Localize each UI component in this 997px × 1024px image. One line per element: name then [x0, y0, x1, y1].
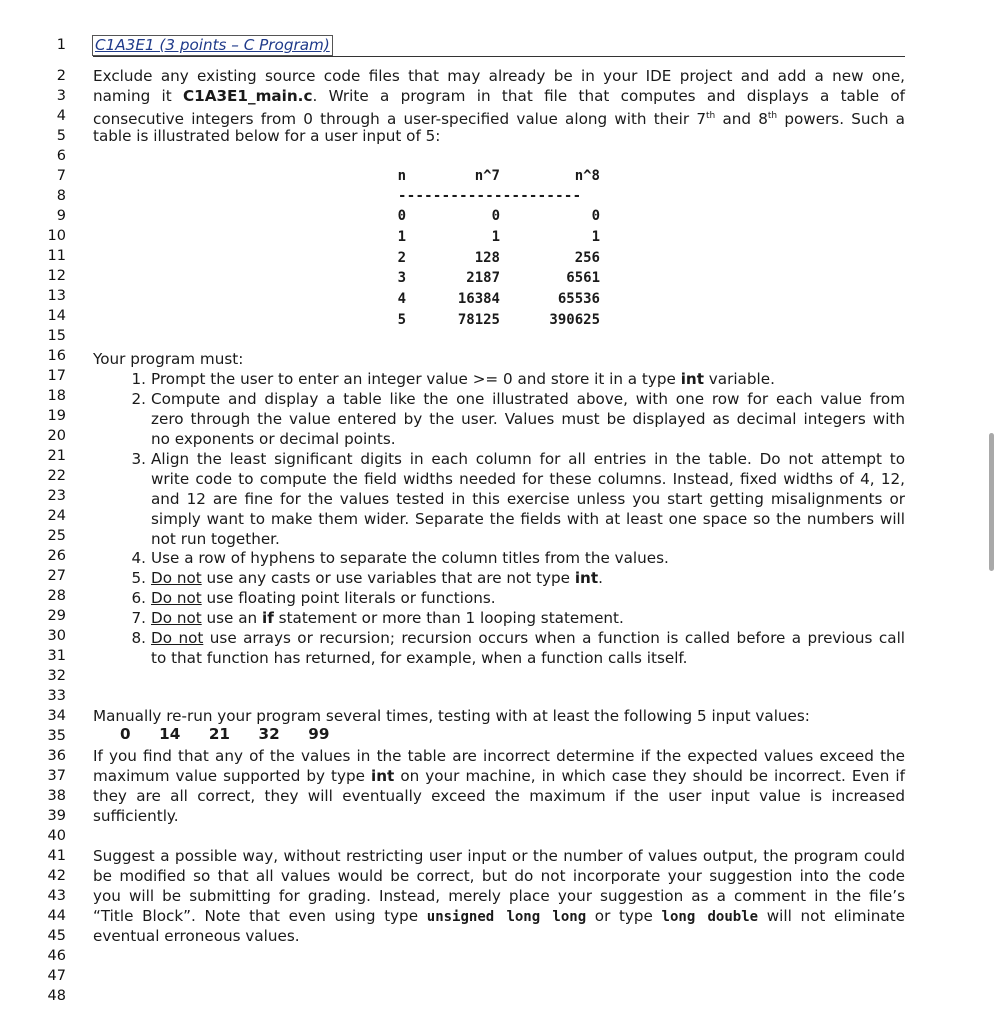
- line-number: 28: [47, 588, 66, 604]
- rerun-line: Manually re-run your program several times, testing with at least the following 5 input values:: [93, 707, 810, 725]
- list-number: 6.: [131, 589, 146, 607]
- requirement-item: Compute and display a table like the one illustrated above, with one row for each value from: [151, 390, 905, 408]
- requirement-item: simply want to make them wider. Separate the fields with at least one space so the numbers will: [151, 510, 905, 528]
- line-number: 22: [47, 468, 66, 484]
- line-number: 40: [47, 828, 66, 844]
- line-number: 9: [56, 208, 66, 224]
- line-number: 2: [56, 68, 66, 84]
- table-cell: 5: [397, 312, 406, 328]
- requirement-item: and 12 are fine for the values tested in this exercise unless you start getting misalignments or: [151, 490, 905, 508]
- line-number: 35: [47, 728, 66, 744]
- line-number: 7: [56, 168, 66, 184]
- line-number: 6: [56, 148, 66, 164]
- list-number: 1.: [131, 370, 146, 388]
- rerun-line: If you find that any of the values in the table are incorrect determine if the expected values exceed the: [93, 747, 905, 765]
- suggest-line: you will be submitting for grading. Instead, merely place your suggestion as a comment in the file’s: [93, 887, 905, 905]
- line-number: 43: [47, 888, 66, 904]
- suggest-line: “Title Block”. Note that even using type unsigned long long or type long double will not eliminate: [93, 907, 906, 925]
- requirement-item: Prompt the user to enter an integer value >= 0 and store it in a type int variable.: [151, 370, 775, 388]
- line-number: 16: [47, 348, 66, 364]
- line-number: 44: [47, 908, 66, 924]
- rerun-line: they are all correct, they will eventually exceed the maximum if the user input value is increased: [93, 787, 905, 805]
- line-number: 36: [47, 748, 66, 764]
- line-number: 47: [47, 968, 66, 984]
- table-header: n^8: [574, 168, 600, 184]
- requirement-item: Do not use arrays or recursion; recursion occurs when a function is called before a previous call: [151, 629, 906, 647]
- line-number: 5: [56, 128, 66, 144]
- line-number: 8: [56, 188, 66, 204]
- list-number: 4.: [131, 549, 146, 567]
- table-cell: 78125: [457, 312, 500, 328]
- suggest-line: eventual erroneous values.: [93, 927, 300, 945]
- table-cell: 4: [397, 291, 406, 307]
- requirement-item: Use a row of hyphens to separate the column titles from the values.: [151, 549, 669, 567]
- table-header: n: [397, 168, 406, 184]
- list-number: 7.: [131, 609, 146, 627]
- table-cell: 16384: [457, 291, 500, 307]
- test-values: 0 14 21 32 99: [120, 725, 330, 743]
- suggest-line: Suggest a possible way, without restricting user input or the number of values output, the program could: [93, 847, 905, 865]
- table-cell: 65536: [557, 291, 600, 307]
- table-cell: 3: [397, 270, 406, 286]
- table-cell: 0: [591, 208, 600, 224]
- table-separator: ---------------------: [398, 188, 582, 204]
- line-number: 24: [47, 508, 66, 524]
- line-number: 42: [47, 868, 66, 884]
- table-cell: 2: [397, 250, 406, 266]
- table-cell: 128: [474, 250, 500, 266]
- line-number: 14: [47, 308, 66, 324]
- line-number: 13: [47, 288, 66, 304]
- requirement-item: zero through the value entered by the user. Values must be displayed as decimal integers with: [151, 410, 905, 428]
- line-number: 45: [47, 928, 66, 944]
- suggest-line: be modified so that all values would be correct, but do not incorporate your suggestion into the code: [93, 867, 905, 885]
- filename: C1A3E1_main.c: [183, 87, 313, 105]
- line-number: 1: [56, 37, 66, 53]
- requirement-item: Do not use any casts or use variables that are not type int.: [151, 569, 603, 587]
- intro-line: table is illustrated below for a user input of 5:: [93, 127, 441, 145]
- line-number: 3: [56, 88, 66, 104]
- line-number: 38: [47, 788, 66, 804]
- line-number: 25: [47, 528, 66, 544]
- intro-line: consecutive integers from 0 through a user-specified value along with their 7th and 8th powers. Such a: [93, 110, 905, 129]
- line-number: 19: [47, 408, 66, 424]
- rerun-line: sufficiently.: [93, 807, 179, 825]
- intro-line: Exclude any existing source code files that may already be in your IDE project and add a new one,: [93, 67, 905, 85]
- table-header: n^7: [474, 168, 500, 184]
- line-number: 48: [47, 988, 66, 1004]
- rerun-line: maximum value supported by type int on your machine, in which case they should be incorrect. Even if: [93, 767, 906, 785]
- line-number: 46: [47, 948, 66, 964]
- line-number: 10: [47, 228, 66, 244]
- requirement-item: Do not use floating point literals or functions.: [151, 589, 496, 607]
- line-number: 37: [47, 768, 66, 784]
- requirement-item: no exponents or decimal points.: [151, 430, 396, 448]
- line-number: 15: [47, 328, 66, 344]
- table-cell: 1: [397, 229, 406, 245]
- line-number: 32: [47, 668, 66, 684]
- list-number: 5.: [131, 569, 146, 587]
- line-number: 41: [47, 848, 66, 864]
- line-number: 20: [47, 428, 66, 444]
- line-number: 26: [47, 548, 66, 564]
- list-number: 8.: [131, 629, 146, 647]
- line-number: 4: [56, 108, 66, 124]
- requirement-item: write code to compute the field widths needed for these columns. Instead, fixed widths of 4, 12,: [151, 470, 905, 488]
- line-number: 33: [47, 688, 66, 704]
- table-cell: 390625: [549, 312, 600, 328]
- table-cell: 1: [591, 229, 600, 245]
- requirements-heading: Your program must:: [93, 350, 244, 368]
- list-number: 2.: [131, 390, 146, 408]
- table-cell: 6561: [566, 270, 600, 286]
- line-number: 29: [47, 608, 66, 624]
- line-number: 30: [47, 628, 66, 644]
- list-number: 3.: [131, 450, 146, 468]
- table-cell: 2187: [466, 270, 500, 286]
- line-number: 34: [47, 708, 66, 724]
- table-cell: 0: [397, 208, 406, 224]
- line-number: 18: [47, 388, 66, 404]
- table-cell: 256: [574, 250, 600, 266]
- table-cell: 0: [491, 208, 500, 224]
- table-cell: 1: [491, 229, 500, 245]
- intro-line: naming it C1A3E1_main.c. Write a program in that file that computes and displays a table of: [93, 87, 905, 105]
- title-rule: [93, 56, 905, 57]
- requirement-item: Do not use an if statement or more than 1 looping statement.: [151, 609, 624, 627]
- line-number: 27: [47, 568, 66, 584]
- line-number: 11: [47, 248, 66, 264]
- line-number: 12: [47, 268, 66, 284]
- line-number: 31: [47, 648, 66, 664]
- line-number: 21: [47, 448, 66, 464]
- requirement-item: Align the least significant digits in each column for all entries in the table. Do not attempt to: [151, 450, 905, 468]
- requirement-item: to that function has returned, for example, when a function calls itself.: [151, 649, 688, 667]
- exercise-title: C1A3E1 (3 points – C Program): [92, 35, 333, 56]
- line-number: 23: [47, 488, 66, 504]
- scrollbar[interactable]: [989, 433, 994, 571]
- requirement-item: not run together.: [151, 530, 280, 548]
- line-number: 39: [47, 808, 66, 824]
- line-number: 17: [47, 368, 66, 384]
